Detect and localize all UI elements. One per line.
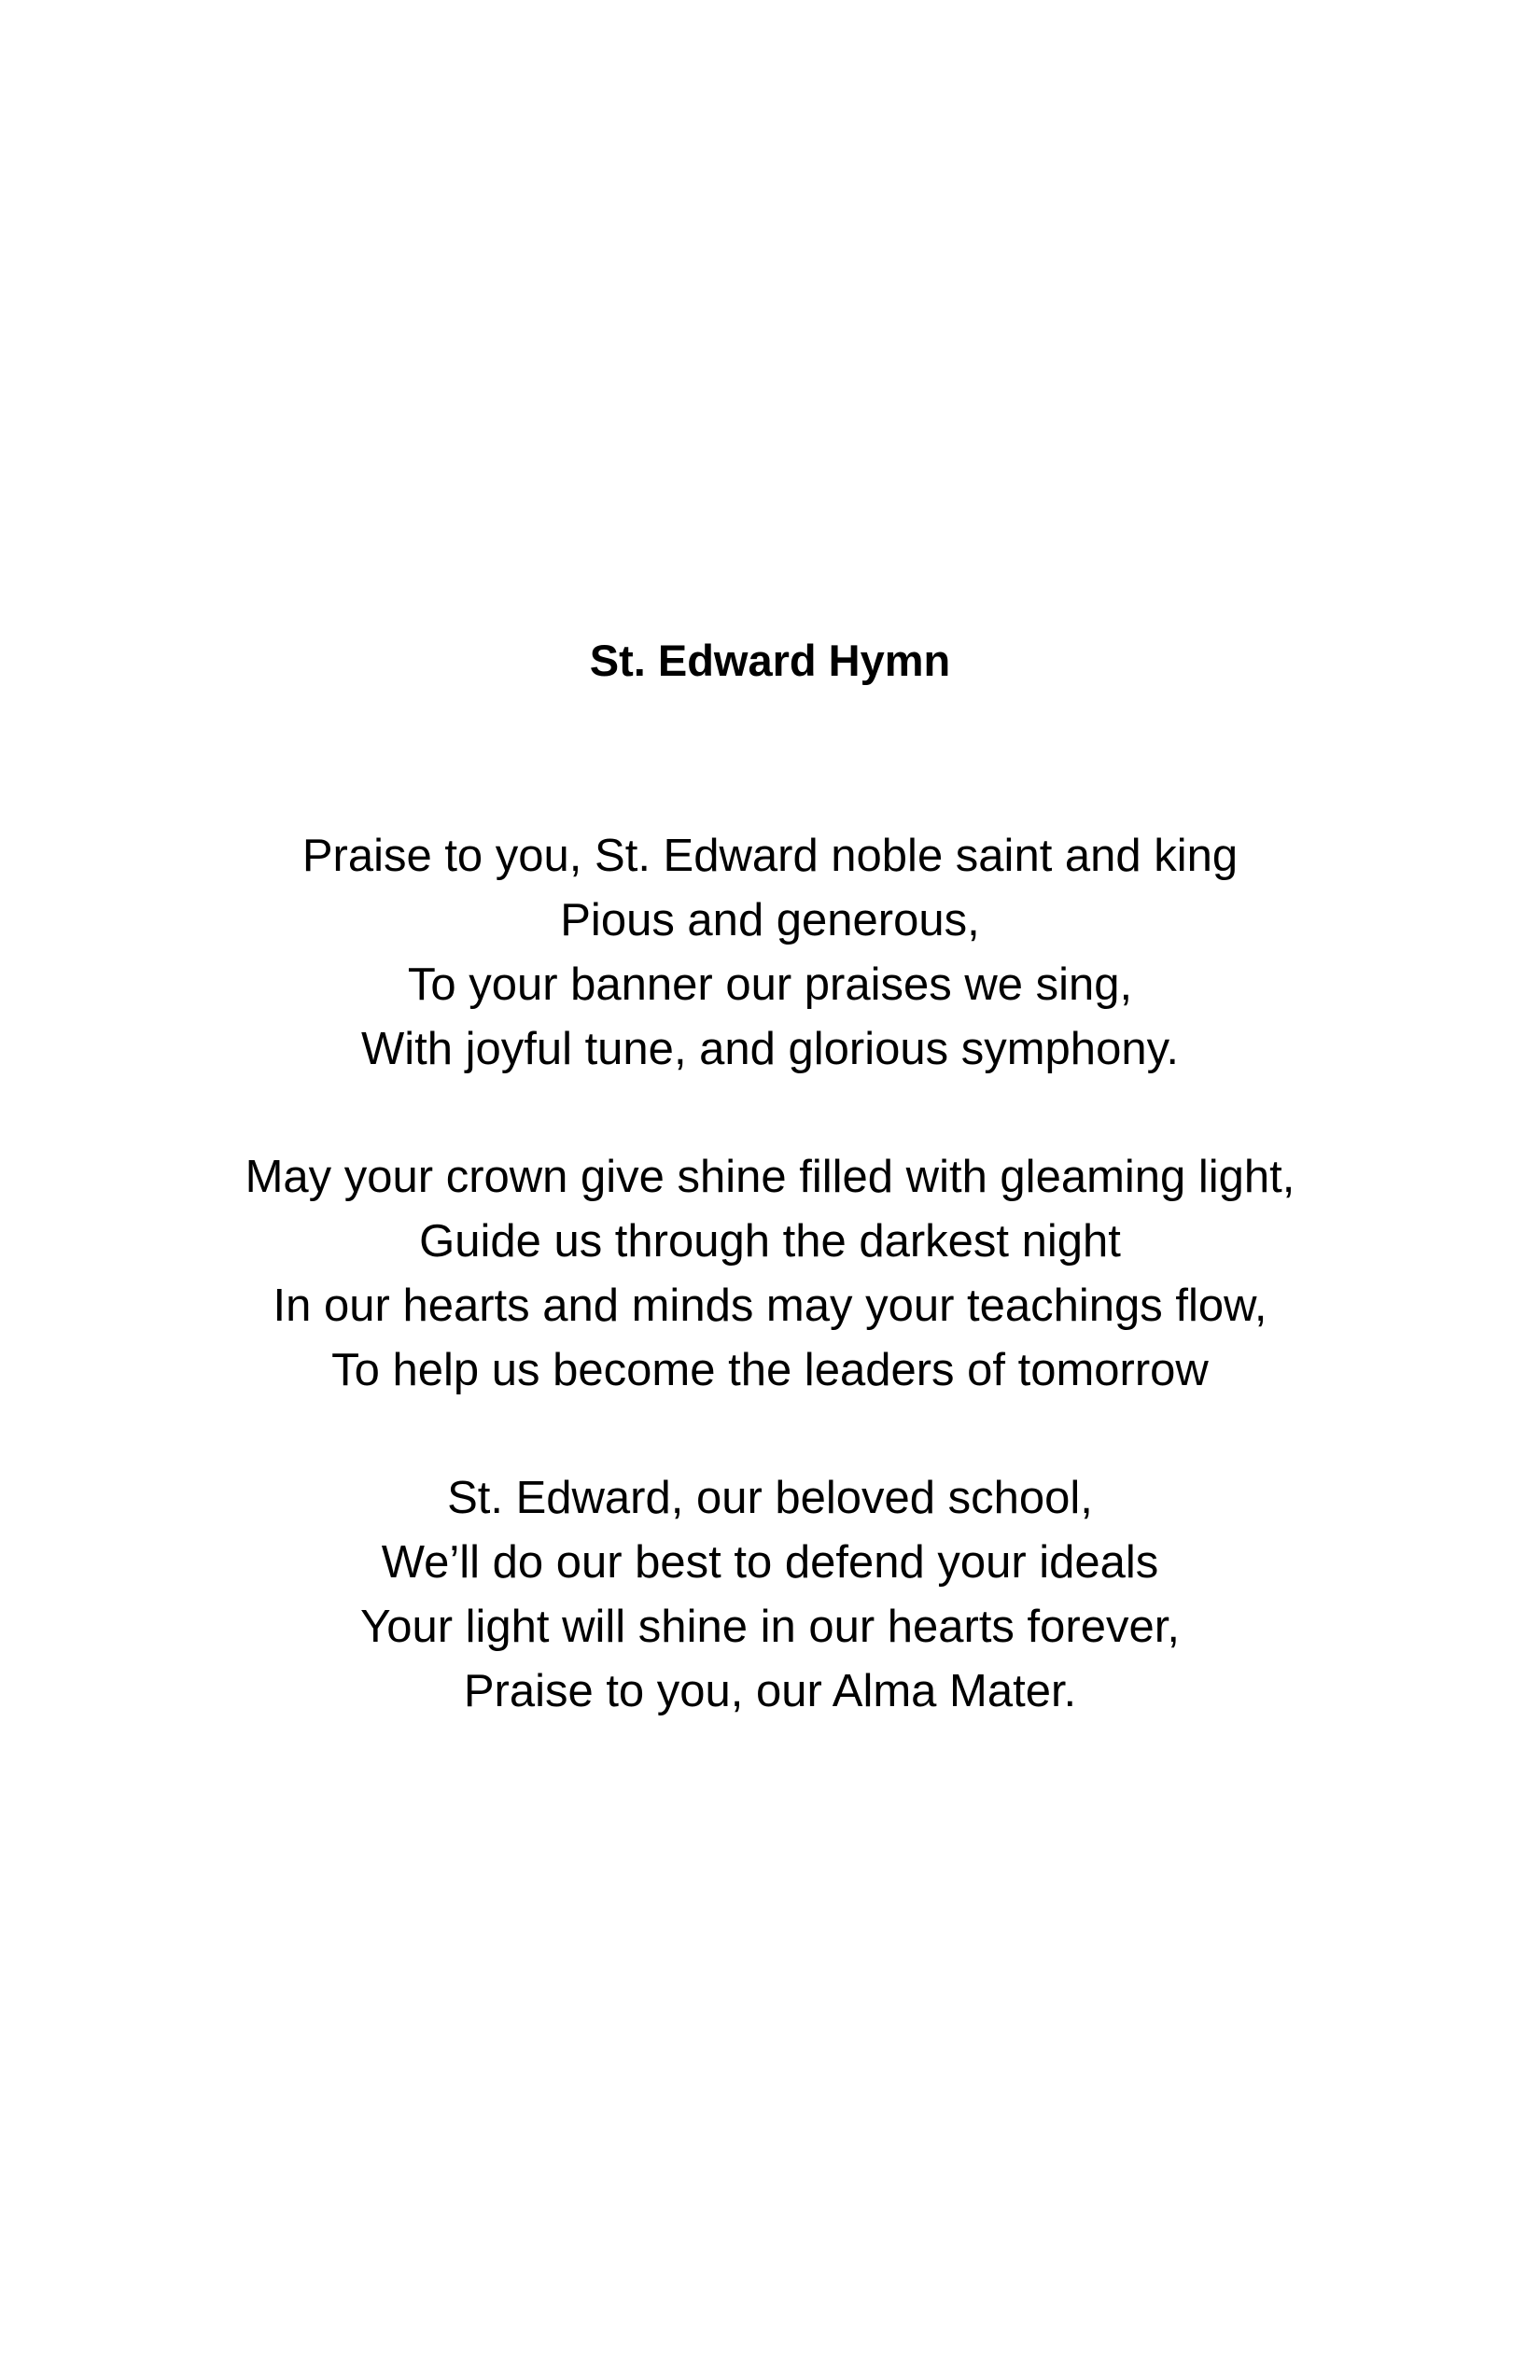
verse-line: Guide us through the darkest night — [419, 1216, 1121, 1267]
verse-line: Praise to you, our Alma Mater. — [463, 1666, 1077, 1716]
verse-line: To your banner our praises we sing, — [407, 959, 1133, 1010]
verse-line: In our hearts and minds may your teachings flow, — [273, 1281, 1267, 1331]
verse-line: To help us become the leaders of tomorrow — [331, 1345, 1209, 1395]
verse-line: Your light will shine in our hearts forever, — [360, 1602, 1180, 1652]
stanza-1 — [0, 824, 1540, 1082]
hymn-title: St. Edward Hymn — [589, 636, 951, 685]
stanza-2 — [0, 1145, 1540, 1403]
verse-line: Pious and generous, — [560, 895, 980, 945]
verse-line: St. Edward, our beloved school, — [447, 1473, 1093, 1523]
verse-line: May your crown give shine filled with gleaming light, — [245, 1152, 1295, 1202]
stanza-3 — [0, 1466, 1540, 1724]
verse-line: With joyful tune, and glorious symphony. — [360, 1024, 1180, 1074]
verse-line: Praise to you, St. Edward noble saint and king — [301, 831, 1239, 881]
verse-line: We’ll do our best to defend your ideals — [381, 1537, 1159, 1588]
